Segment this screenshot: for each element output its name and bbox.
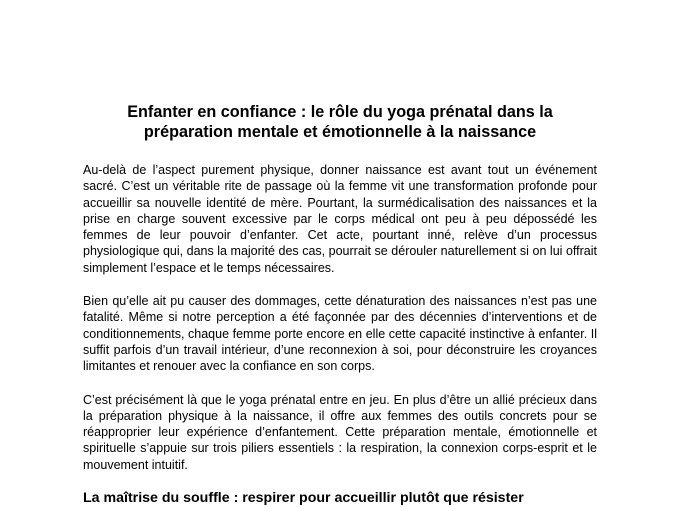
document-title: Enfanter en confiance : le rôle du yoga prénatal dans la préparation mentale et émotionnelle à la naissance — [127, 103, 553, 141]
paragraph-intro: Au-delà de l’aspect purement physique, donner naissance est avant tout un événement sacré. C’est un véritable rite de passage où la femme vit une transformation profonde pour accueillir sa nouvelle identité de mère. Pourtant, la surmédicalisation des naissances et la prise en charge souvent excessive par le corps médical ont peu à peu dépossédé les femmes de leur pouvoir d’enfanter. Cet acte, pourtant inné, relève d’un processus physiologique qui, dans la majorité des cas, pourrait se dérouler naturellement si on lui offrait simplement l’espace et le temps nécessaires. — [83, 163, 597, 275]
paragraph-prenatal-yoga: C’est précisément là que le yoga prénatal entre en jeu. En plus d’être un allié précieux dans la préparation physique à la naissance, il offre aux femmes des outils concrets pour se réapproprier leur expérience d’enfantement. Cette préparation mentale, émotionnelle et spirituelle s’appuie sur trois piliers essentiels : la respiration, la connexion corps-esprit et le mouvement intuitif. — [83, 392, 597, 472]
section-heading-breath: La maîtrise du souffle : respirer pour accueillir plutôt que résister — [83, 490, 524, 507]
document-page — [83, 102, 597, 507]
paragraph-denaturation: Bien qu’elle ait pu causer des dommages, cette dénaturation des naissances n’est pas une fatalité. Même si notre perception a été façonnée par des décennies d’interventions et de conditionnements, chaque femme porte encore en elle cette capacité instinctive à enfanter. Il suffit parfois d’un travail intérieur, d’une reconnexion à soi, pour déconstruire les croyances limitantes et renouer avec la confiance en son corps. — [83, 294, 597, 374]
